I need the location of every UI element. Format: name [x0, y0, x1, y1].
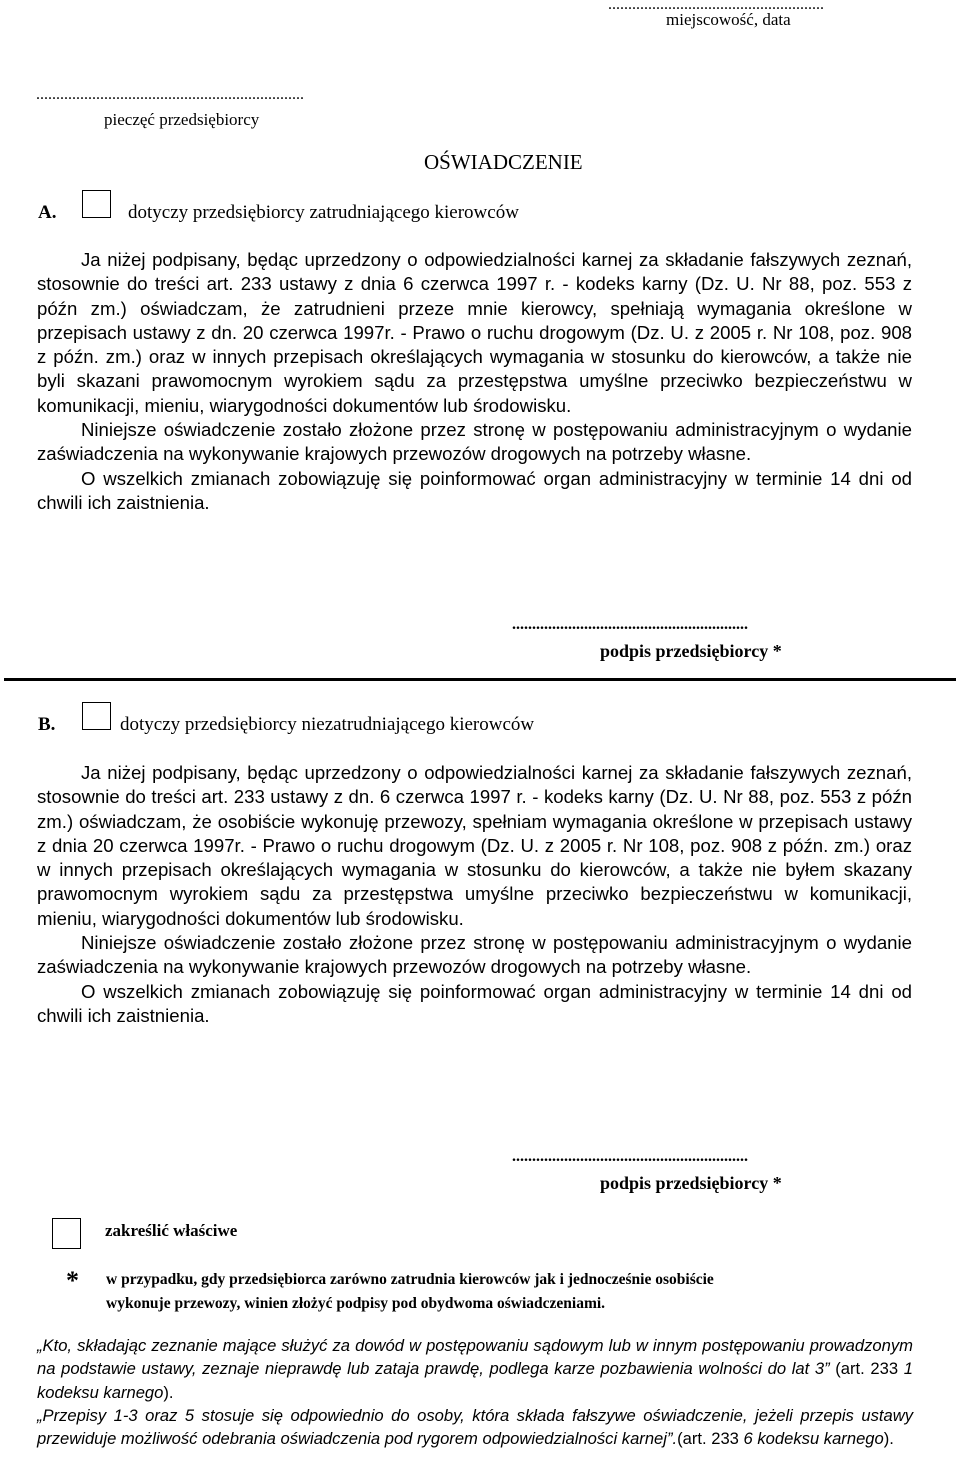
note-line-2: wykonuje przewozy, winien złożyć podpisy pod obydwoma oświadczeniami.: [106, 1295, 606, 1312]
stamp-dots: ...................................................................: [36, 86, 304, 103]
section-a-body: [37, 248, 912, 515]
legend-checkbox: [52, 1218, 81, 1249]
section-a-signature-dots: ...........................................................: [512, 616, 748, 633]
section-a-paragraph-2: Niniejsze oświadczenie zostało złożone przez stronę w postępowaniu administracyjnym o wydanie zaświadczenia na wykonywanie krajowych przewozów drogowych na potrzeby własne.: [37, 419, 912, 465]
section-a-letter: A.: [38, 202, 57, 223]
legal-quote-2-ref-b: 6 kodeksu karnego: [743, 1429, 884, 1449]
legal-quote-1-ref-a: (art. 233: [829, 1359, 904, 1379]
section-b-paragraph-1: Ja niżej podpisany, będąc uprzedzony o odpowiedzialności karnej za składanie fałszywych zeznań, stosownie do treści art. 233 ustawy z dn. 6 czerwca 1997 r. - kodeks karny (Dz. U. Nr 88, poz. 553 z późn zm.) oświadczam, że osobiście wykonuję przewozy, spełniam wymagania określone w przepisach ustawy z dnia 20 czerwca 1997r. - Prawo o ruchu drogowym (Dz. U. z 2005 r. Nr 108, poz. 908 z późn. zm.) oraz w innych przepisach określających wymagania w stosunku do kierowców, a także nie byłem skazany prawomocnym wyrokiem sądu za przestępstwa umyślne przeciwko bezpieczeństwu w komunikacji, mieniu, wiarygodności dokumentów lub środowisku.: [37, 762, 912, 929]
section-a-paragraph-3: O wszelkich zmianach zobowiązuję się poinformować organ administracyjny w terminie 14 dni od chwili ich zaistnienia.: [37, 467, 912, 513]
section-b-signature-label: podpis przedsiębiorcy *: [600, 1173, 782, 1193]
section-a-heading: dotyczy przedsiębiorcy zatrudniającego kierowców: [128, 202, 519, 223]
legal-quote-2: [37, 1404, 913, 1451]
section-b-signature-dots: ...........................................................: [512, 1148, 748, 1165]
place-date-dots: ......................................................: [608, 0, 824, 13]
section-a-checkbox[interactable]: [82, 190, 111, 218]
section-divider: [4, 678, 956, 681]
section-b-checkbox[interactable]: [82, 702, 111, 730]
document-title: OŚWIADCZENIE: [424, 150, 583, 174]
legal-quote-1: [37, 1334, 913, 1404]
section-a-signature-label: podpis przedsiębiorcy *: [600, 641, 782, 661]
legal-quote-2-ref-c: ).: [883, 1429, 894, 1449]
section-b-letter: B.: [38, 714, 56, 735]
legal-quote-1-ref-c: ).: [163, 1382, 174, 1402]
legal-quote-1-ref-b: 1 kodeksu karnego: [37, 1359, 913, 1402]
legal-quote-2-ref-a: (art. 233: [677, 1429, 744, 1449]
section-b-heading: dotyczy przedsiębiorcy niezatrudniającego kierowców: [120, 714, 535, 735]
legend-checkbox-label: zakreślić właściwe: [105, 1221, 238, 1240]
place-date-label: miejscowość, data: [666, 10, 791, 29]
note-asterisk: *: [66, 1266, 79, 1295]
legal-quote-2-text: „Przepisy 1-3 oraz 5 stosuje się odpowiednio do osoby, która składa fałszywe oświadczenie, jeżeli przepis ustawy przewiduje możliwość odebrania oświadczenia pod rygorem odpowiedzialności karnej”.: [37, 1406, 913, 1449]
section-a-paragraph-1: Ja niżej podpisany, będąc uprzedzony o odpowiedzialności karnej za składanie fałszywych zeznań, stosownie do treści art. 233 ustawy z dnia 6 czerwca 1997 r. - kodeks karny (Dz. U. Nr 88, poz. 553 z późn zm.) oświadczam, że zatrudnieni przeze mnie kierowcy, spełniają wymagania określone w przepisach ustawy z dn. 20 czerwca 1997r. - Prawo o ruchu drogowym (Dz. U. z 2005 r. Nr 108, poz. 908 z późn. zm.) oraz w innych przepisach określających wymagania w stosunku do kierowców, a także nie byli skazani prawomocnym wyrokiem sądu za przestępstwa umyślne przeciwko bezpieczeństwu w komunikacji, mieniu, wiarygodności dokumentów lub środowisku.: [37, 249, 912, 416]
legal-quote-1-text: „Kto, składając zeznanie mające służyć za dowód w postępowaniu sądowym lub w innym postępowaniu prowadzonym na podstawie ustawy, zeznaje nieprawdę lub zataja prawdę, podlega karze pozbawienia wolności do lat 3”: [37, 1336, 913, 1379]
stamp-label: pieczęć przedsiębiorcy: [104, 110, 260, 129]
section-b-paragraph-2: Niniejsze oświadczenie zostało złożone przez stronę w postępowaniu administracyjnym o wydanie zaświadczenia na wykonywanie krajowych przewozów drogowych na potrzeby własne.: [37, 932, 912, 978]
section-b-body: [37, 761, 912, 1028]
section-b-paragraph-3: O wszelkich zmianach zobowiązuję się poinformować organ administracyjny w terminie 14 dni od chwili ich zaistnienia.: [37, 980, 912, 1026]
note-line-1: w przypadku, gdy przedsiębiorca zarówno zatrudnia kierowców jak i jednocześnie osobiście: [106, 1271, 714, 1288]
